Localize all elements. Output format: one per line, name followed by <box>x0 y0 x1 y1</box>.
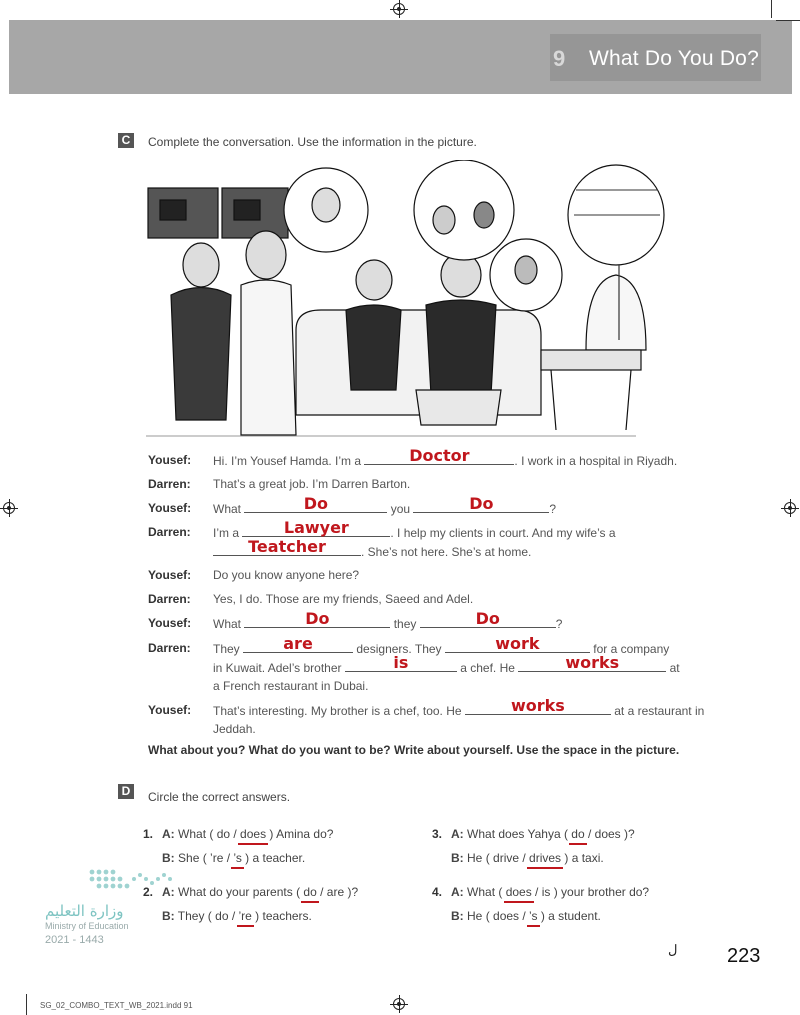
dialogue-line: Jeddah. <box>213 722 256 736</box>
speaker-b-label: B: <box>162 851 175 865</box>
registration-mark-icon <box>3 502 15 514</box>
answer-blank[interactable] <box>413 494 549 513</box>
answer-blank[interactable] <box>465 696 611 715</box>
question-number: 2. <box>143 885 154 899</box>
handwritten-answer: Do <box>303 494 328 513</box>
speaker-a-label: A: <box>162 885 175 899</box>
selected-answer[interactable]: ’s <box>233 851 242 865</box>
handwritten-answer: Do <box>305 609 330 628</box>
speaker-label: Darren: <box>148 592 191 606</box>
page-mark: ل <box>668 942 678 957</box>
speaker-b-label: B: <box>162 909 175 923</box>
ministry-logo-icon <box>88 866 180 894</box>
dialogue-text: What <box>213 502 242 516</box>
answer-blank[interactable] <box>244 494 387 513</box>
ministry-years: 2021 - 1443 <box>45 934 104 946</box>
speaker-a-label: A: <box>451 827 464 841</box>
dialogue-line <box>213 653 680 675</box>
answer-blank[interactable] <box>244 609 390 628</box>
section-d-instruction: Circle the correct answers. <box>148 790 291 804</box>
unit-number: 9 <box>553 46 566 71</box>
answer-blank[interactable] <box>242 518 390 537</box>
speaker-a-label: A: <box>162 827 175 841</box>
speaker-label: Darren: <box>148 525 191 539</box>
registration-mark-icon <box>393 998 405 1010</box>
dialogue-line: Do you know anyone here? <box>213 568 360 582</box>
answer-blank[interactable] <box>364 446 514 465</box>
speaker-b-label: B: <box>451 909 464 923</box>
dialogue-line <box>213 696 705 718</box>
dialogue-text: . I help my clients in court. And my wife’s a <box>390 526 616 540</box>
handwritten-answer: Do <box>475 609 500 628</box>
answer-blank[interactable] <box>345 653 457 672</box>
question-number: 3. <box>432 827 443 841</box>
question-line-a: A: What ( does / is ) your brother do? <box>451 885 650 899</box>
selected-answer[interactable]: do <box>303 885 317 899</box>
dialogue-text: ? <box>549 502 557 516</box>
dialogue-text: at <box>669 661 680 675</box>
answer-blank[interactable] <box>243 634 353 653</box>
handwritten-answer: works <box>510 696 565 715</box>
dialogue-text: designers. They <box>356 642 442 656</box>
question-line-a: A: What does Yahya ( do / does )? <box>451 827 635 841</box>
registration-mark-icon <box>393 3 405 15</box>
selected-answer[interactable]: does <box>240 827 267 841</box>
handwritten-answer: Do <box>469 494 494 513</box>
dialogue-text: . I work in a hospital in Riyadh. <box>514 454 678 468</box>
speaker-label: Yousef: <box>148 703 192 717</box>
footer-file-name: SG_02_COMBO_TEXT_WB_2021.indd 91 <box>40 1001 193 1010</box>
dialogue-line: a French restaurant in Dubai. <box>213 679 369 693</box>
speaker-label: Darren: <box>148 477 191 491</box>
crop-mark <box>26 994 27 1015</box>
dialogue-text: ? <box>555 617 563 631</box>
selected-answer[interactable]: ’s <box>529 909 538 923</box>
speaker-label: Yousef: <box>148 616 192 630</box>
crop-mark <box>771 0 772 18</box>
dialogue-text: What <box>213 617 242 631</box>
ministry-name-arabic: وزارة التعليم <box>45 902 124 920</box>
speaker-a-label: A: <box>451 885 464 899</box>
handwritten-answer: works <box>565 653 620 672</box>
handwritten-answer: Lawyer <box>283 518 349 537</box>
speaker-label: Yousef: <box>148 453 192 467</box>
dialogue-text: in Kuwait. Adel’s brother <box>213 661 342 675</box>
handwritten-answer: Teatcher <box>248 537 326 556</box>
ministry-name-english: Ministry of Education <box>45 921 129 931</box>
speaker-label: Darren: <box>148 641 191 655</box>
question-number: 1. <box>143 827 154 841</box>
handwritten-answer: is <box>393 653 409 672</box>
page-number: 223 <box>727 945 761 967</box>
section-c-instruction: Complete the conversation. Use the information in the picture. <box>148 135 477 149</box>
dialogue-text: at a restaurant in <box>614 704 705 718</box>
dialogue-line <box>213 494 557 516</box>
dialogue-line: Yes, I do. Those are my friends, Saeed and Adel. <box>213 592 474 606</box>
answer-blank[interactable] <box>213 537 361 556</box>
answer-line-b: B: He ( does / ’s ) a student. <box>451 909 601 923</box>
dialogue-text: They <box>213 642 240 656</box>
section-d-badge: D <box>118 784 134 799</box>
handwritten-answer: work <box>495 634 540 653</box>
speaker-label: Yousef: <box>148 568 192 582</box>
dialogue-text: Hi. I’m Yousef Hamda. I’m a <box>213 454 362 468</box>
answer-blank[interactable] <box>445 634 590 653</box>
dialogue-text: they <box>393 617 417 631</box>
crop-mark <box>776 20 800 21</box>
dialogue-text: That’s interesting. My brother is a chef, too. He <box>213 704 462 718</box>
speaker-label: Yousef: <box>148 501 192 515</box>
registration-mark-icon <box>784 502 796 514</box>
dialogue-line <box>213 446 678 468</box>
answer-line-b: B: He ( drive / drives ) a taxi. <box>451 851 604 865</box>
speaker-b-label: B: <box>451 851 464 865</box>
answer-blank[interactable] <box>420 609 556 628</box>
selected-answer[interactable]: does <box>505 885 532 899</box>
answer-line-b: B: They ( do / ’re ) teachers. <box>162 909 312 923</box>
dialogue-text: a chef. He <box>460 661 515 675</box>
dialogue-text: I’m a <box>213 526 240 540</box>
dialogue-text: you <box>390 502 411 516</box>
dialogue-text: . She’s not here. She’s at home. <box>361 545 532 559</box>
dialogue-line <box>213 537 532 559</box>
dialogue-text: for a company <box>593 642 670 656</box>
answer-blank[interactable] <box>518 653 666 672</box>
section-c-badge: C <box>118 133 134 148</box>
selected-answer[interactable]: ’re <box>238 909 252 923</box>
question-line-a: A: What do your parents ( do / are )? <box>162 885 359 899</box>
writing-prompt: What about you? What do you want to be? Write about yourself. Use the space in the picture. <box>148 743 680 757</box>
answer-line-b: B: She ( ’re / ’s ) a teacher. <box>162 851 306 865</box>
dialogue-line <box>213 609 563 631</box>
conversation-illustration <box>146 160 666 440</box>
selected-answer[interactable]: do <box>571 827 585 841</box>
dialogue-line: That’s a great job. I’m Darren Barton. <box>213 477 411 491</box>
handwritten-answer: are <box>283 634 313 653</box>
unit-title: What Do You Do? <box>589 47 759 70</box>
handwritten-answer: Doctor <box>409 446 470 465</box>
question-line-a: A: What ( do / does ) Amina do? <box>162 827 334 841</box>
question-number: 4. <box>432 885 443 899</box>
selected-answer[interactable]: drives <box>529 851 562 865</box>
